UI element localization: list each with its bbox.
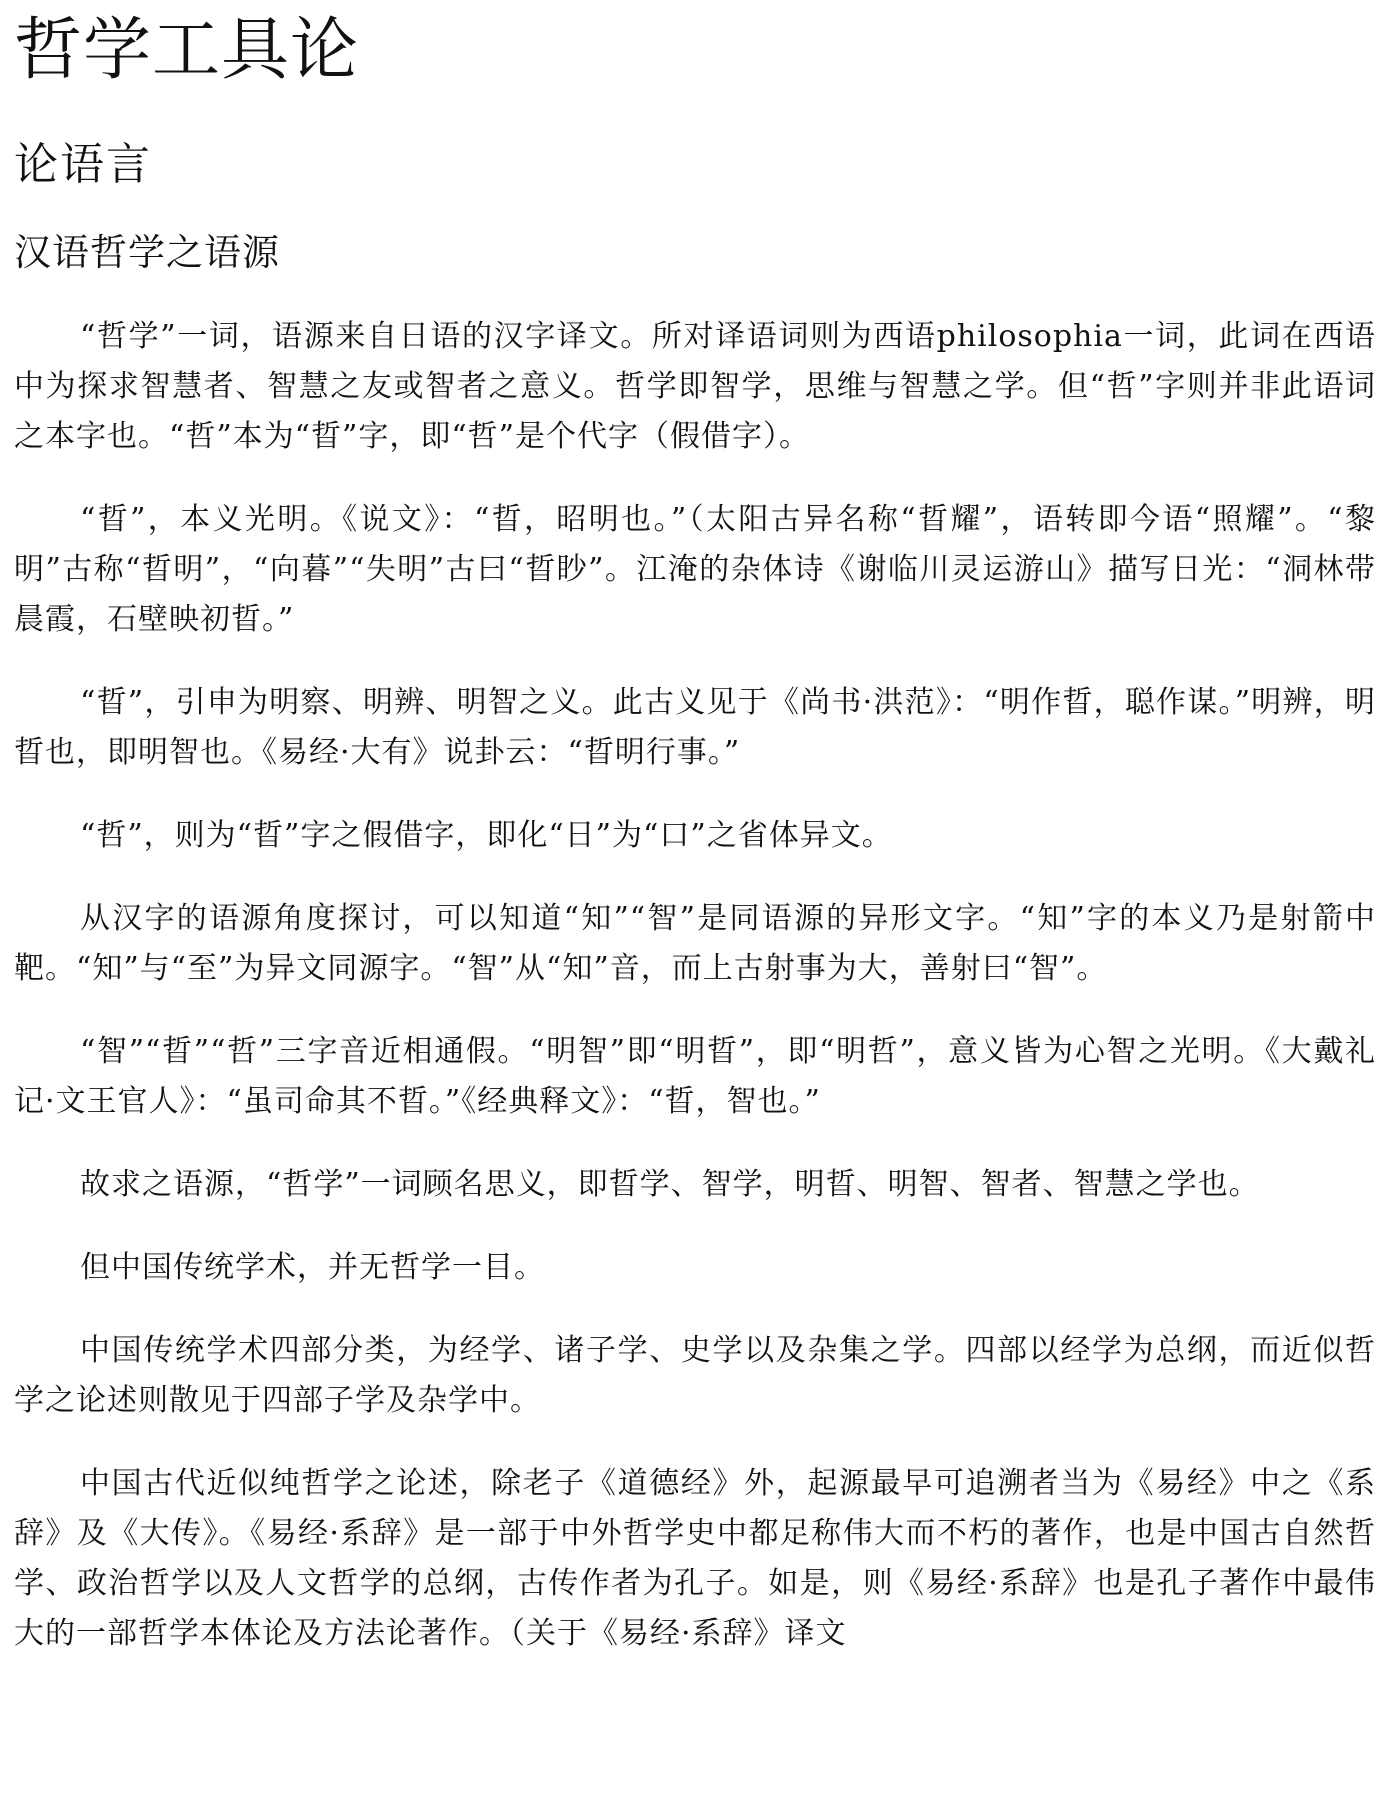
paragraph-phonetic-borrowing: “智”“晢”“哲”三字音近相通假。“明智”即“明晢”，即“明哲”，意义皆为心智之光明。《大戴礼记·文王官人》：“虽司命其不晢。”《经典释文》：“晢，智也。” (14, 1034, 1376, 1119)
paragraph-zhi-etymology: 从汉字的语源角度探讨，可以知道“知”“智”是同语源的异形文字。“知”字的本义乃是射箭中靶。“知”与“至”为异文同源字。“智”从“知”音，而上古射事为大，善射曰“智”。 (14, 901, 1376, 986)
paragraph-extended-meaning: “晢”，引申为明察、明辨、明智之义。此古义见于《尚书·洪范》：“明作晢，聪作谋。”明辨，明晢也，即明智也。《易经·大有》说卦云：“晢明行事。” (14, 685, 1376, 770)
paragraph-etymology-origin: “哲学”一词，语源来自日语的汉字译文。所对译语词则为西语philosophia一词，此词在西语中为探求智慧者、智慧之友或智者之意义。哲学即智学，思维与智慧之学。但“哲”字则并非此语词之本字也。“哲”本为“晢”字，即“哲”是个代字（假借字）。 (14, 319, 1376, 454)
paragraph-four-divisions: 中国传统学术四部分类，为经学、诸子学、史学以及杂集之学。四部以经学为总纲，而近似哲学之论述则散见于四部子学及杂学中。 (14, 1333, 1376, 1418)
paragraph-yijing-xici: 中国古代近似纯哲学之论述，除老子《道德经》外，起源最早可追溯者当为《易经》中之《系辞》及《大传》。《易经·系辞》是一部于中外哲学史中都足称伟大而不朽的著作，也是中国古自然哲学、政治哲学以及人文哲学的总纲，古传作者为孔子。如是，则《易经·系辞》也是孔子著作中最伟大的一部哲学本体论及方法论著作。（关于《易经·系辞》译文 (14, 1466, 1376, 1651)
section-title: 汉语哲学之语源 (14, 231, 280, 274)
document-page (14, 0, 1376, 1692)
document-title: 哲学工具论 (14, 11, 360, 90)
paragraph-no-philosophy-category: 但中国传统学术，并无哲学一目。 (80, 1250, 545, 1285)
chapter-title: 论语言 (14, 139, 152, 190)
paragraph-original-meaning: “晢”，本义光明。《说文》：“晢，昭明也。”（太阳古异名称“晢耀”，语转即今语“照耀”。“黎明”古称“晢明”，“向暮”“失明”古曰“晢眇”。江淹的杂体诗《谢临川灵运游山》描写日光：“洞林带晨霞，石壁映初晢。” (14, 502, 1376, 637)
body-text (14, 312, 1376, 1659)
paragraph-loan-character: “哲”，则为“晢”字之假借字，即化“日”为“口”之省体异文。 (80, 818, 893, 853)
paragraph-conclusion: 故求之语源，“哲学”一词顾名思义，即晢学、智学，明晢、明智、智者、智慧之学也。 (80, 1167, 1260, 1202)
